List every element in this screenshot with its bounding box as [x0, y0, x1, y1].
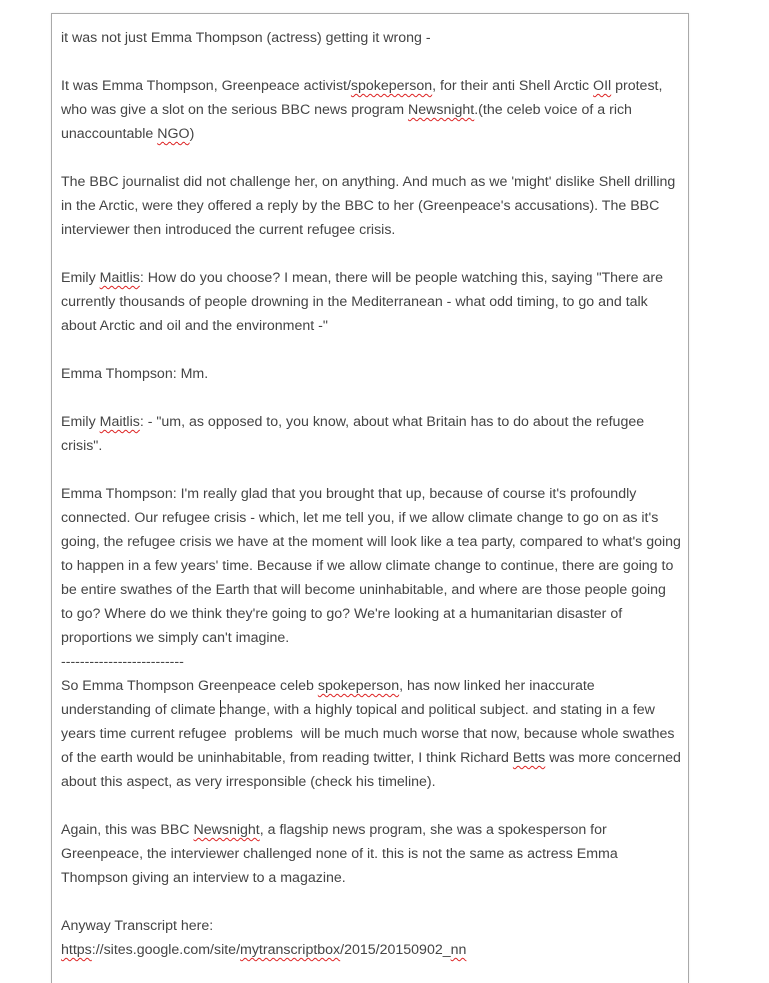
text-paragraph	[61, 410, 681, 458]
text-paragraph	[61, 266, 681, 338]
text-run: Emily	[61, 414, 100, 430]
misspelled-word: https	[61, 942, 92, 958]
misspelled-word: spokeperson	[317, 678, 400, 694]
text-run: Emily	[61, 270, 100, 286]
text-run: was more concerned about this aspect, as very irresponsible (check his timeline).	[61, 750, 685, 790]
misspelled-word: Newsnight	[407, 102, 475, 118]
text-run: , a flagship news program, she was a spokesperson for Greenpeace, the interviewer challenged none of it. this is not the same as actress Emma Thompson giving an interview to a magazine.	[61, 822, 622, 886]
text-run: Again, this was BBC	[61, 822, 194, 838]
blank-line	[61, 794, 681, 818]
text-run: Anyway Transcript here:	[61, 918, 214, 934]
misspelled-word: spokeperson	[350, 78, 433, 94]
text-paragraph	[61, 650, 681, 674]
text-run: )	[189, 126, 195, 142]
blank-line	[61, 242, 681, 266]
text-paragraph	[61, 482, 685, 650]
text-run: .(the celeb voice of a rich unaccountable	[61, 102, 636, 142]
text-run: , has now linked her inaccurate understanding of climate	[61, 678, 599, 718]
text-run: /2015/20150902_	[340, 942, 451, 958]
text-run: ://sites.google.com/site/	[91, 942, 241, 958]
blank-line	[61, 338, 681, 362]
text-paragraph	[61, 362, 681, 386]
blank-line	[61, 458, 681, 482]
text-run: it was not just Emma Thompson (actress) getting it wrong -	[61, 30, 431, 46]
text-run: , for their anti Shell Arctic	[432, 78, 594, 94]
text-paragraph	[61, 914, 681, 938]
misspelled-word: Newsnight	[193, 822, 260, 838]
misspelled-word: nn	[450, 942, 467, 958]
misspelled-word: mytranscriptbox	[240, 942, 341, 958]
blank-line	[61, 890, 681, 914]
blank-line	[61, 386, 681, 410]
text-paragraph	[61, 938, 681, 962]
text-run: Emma Thompson: I'm really glad that you brought that up, because of course it's profoundly connected. Our refugee crisis - which, let me tell you, if we allow climate change to go on as it's going, the refugee crisis we have at the moment will look like a tea party, compared to what's going to happen in a few years' time. Because if we allow climate change to continue, there are going to be entire swathes of the Earth that will become uninhabitable, and where are those people going to go? Where do we think they're going to go? We're looking at a humanitarian disaster of proportions we simply can't imagine.	[61, 486, 685, 646]
comment-text-content[interactable]	[61, 26, 685, 962]
text-run: change, with a highly topical and political subject. and stating in a few years time current refugee problems will be much much worse that now, because whole swathes of the earth would be uninhabitable, from reading twitter, I think Richard	[61, 702, 679, 766]
text-run: --------------------------	[61, 654, 184, 670]
text-paragraph	[61, 674, 685, 794]
misspelled-word: OIl	[593, 78, 612, 94]
text-run: protest, who was give a slot on the serious BBC news program	[61, 78, 667, 118]
text-run: Emma Thompson: Mm.	[61, 366, 209, 382]
text-run: : - "um, as opposed to, you know, about what Britain has to do about the refugee crisis".	[61, 414, 649, 454]
text-paragraph	[61, 26, 681, 50]
text-paragraph	[61, 818, 681, 890]
blank-line	[61, 146, 681, 170]
misspelled-word: NGO	[157, 126, 190, 142]
text-paragraph	[61, 170, 681, 242]
text-run: So Emma Thompson Greenpeace celeb	[61, 678, 318, 694]
text-paragraph	[61, 74, 681, 146]
text-run: It was Emma Thompson, Greenpeace activist/	[61, 78, 351, 94]
comment-textarea[interactable]	[51, 13, 689, 983]
blank-line	[61, 50, 681, 74]
misspelled-word: Maitlis	[99, 414, 140, 430]
text-run: The BBC journalist did not challenge her, on anything. And much as we 'might' dislike Shell drilling in the Arctic, were they offered a reply by the BBC to her (Greenpeace's accusations). The BBC interviewer then introduced the current refugee crisis.	[61, 174, 680, 238]
misspelled-word: Maitlis	[99, 270, 140, 286]
misspelled-word: Betts	[512, 750, 546, 766]
text-run: : How do you choose? I mean, there will be people watching this, saying "There are currently thousands of people drowning in the Mediterranean - what odd timing, to go and talk about Arctic and oil and the environment -"	[61, 270, 667, 334]
